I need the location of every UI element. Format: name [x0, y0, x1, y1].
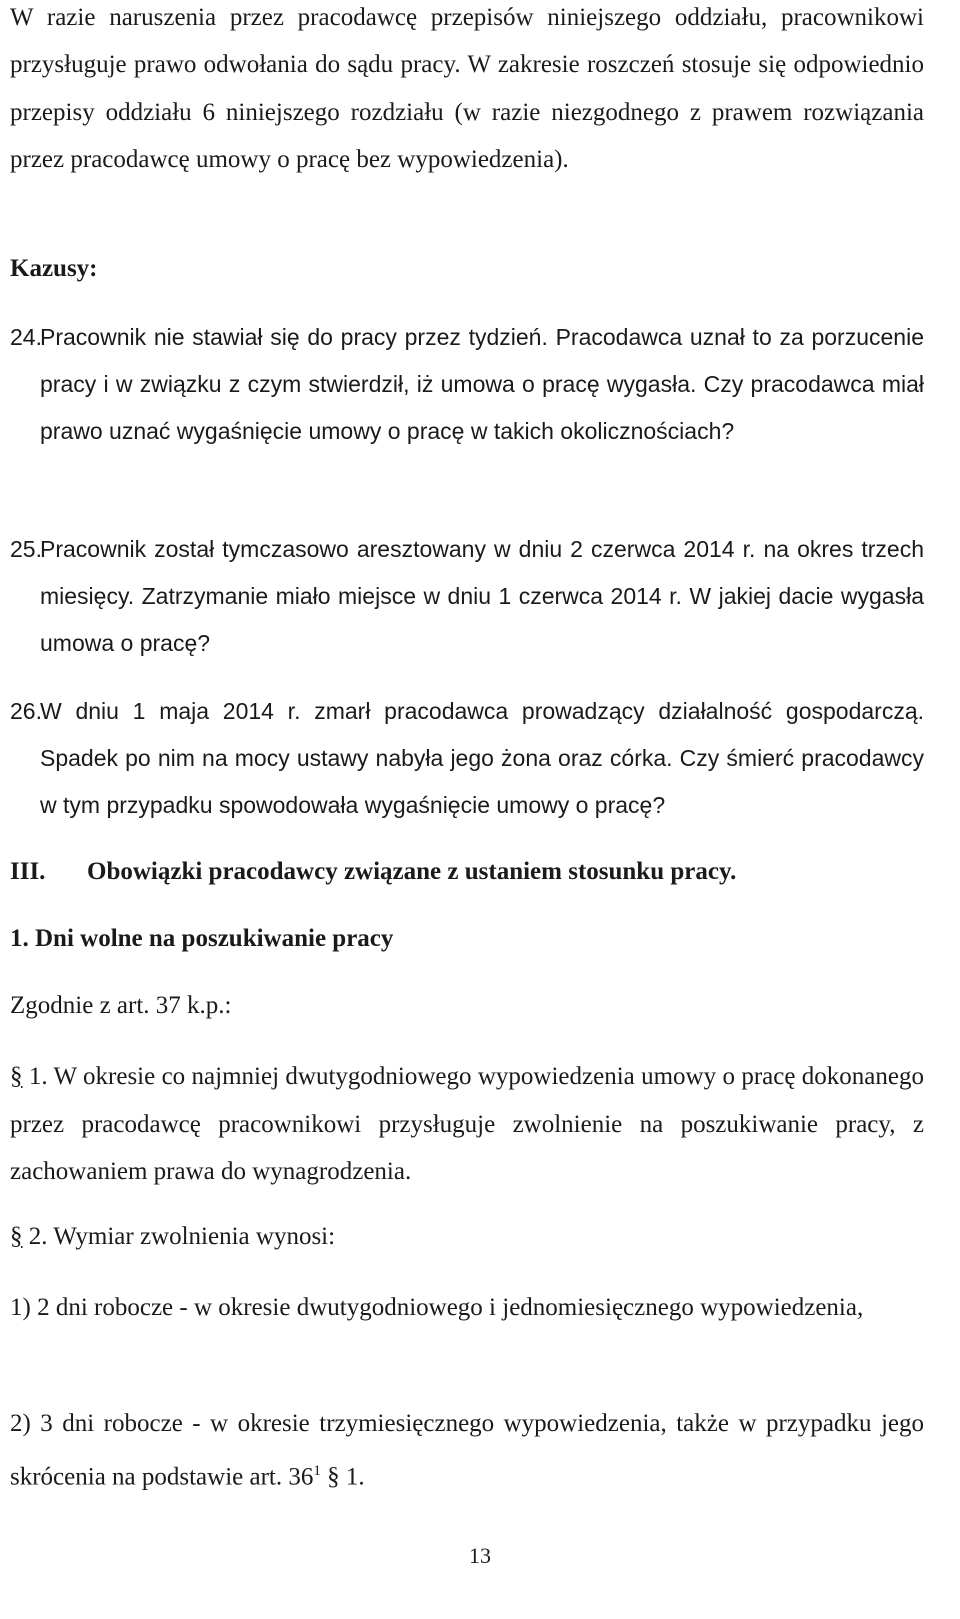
- case-text: W dniu 1 maja 2014 r. zmarł pracodawca prowadzący działalność gospodarczą. Spadek po nim na mocy ustawy nabyła jego żona oraz córka. Czy śmierć pracodawcy w tym przypadku spowodowała wygaśnięcie umowy o pracę?: [40, 698, 924, 818]
- list-item-1: 1) 2 dni robocze - w okresie dwutygodniowego i jednomiesięcznego wypowiedzenia,: [10, 1294, 864, 1321]
- list-item-2: [10, 1400, 924, 1500]
- section-title: Obowiązki pracodawcy związane z ustaniem stosunku pracy.: [87, 858, 737, 885]
- list-item-2-tail: § 1.: [320, 1462, 365, 1490]
- superscript: 1: [313, 1462, 321, 1479]
- case-25: [10, 526, 924, 667]
- section-sign: §: [10, 1223, 23, 1250]
- article-paragraph-2: [10, 1223, 335, 1251]
- subsection-heading: 1. Dni wolne na poszukiwanie pracy: [10, 925, 394, 952]
- case-24: [10, 314, 924, 455]
- article-paragraph-1: [10, 1053, 924, 1196]
- case-number: 25.: [10, 536, 42, 562]
- article-reference: Zgodnie z art. 37 k.p.:: [10, 992, 232, 1019]
- section-sign: §: [10, 1063, 23, 1090]
- intro-paragraph: W razie naruszenia przez pracodawcę przepisów niniejszego oddziału, pracownikowi przysługuje prawo odwołania do sądu pracy. W zakresie roszczeń stosuje się odpowiednio przepisy oddziału 6 niniejszego rozdziału (w razie niezgodnego z prawem rozwiązania przez pracodawcę umowy o pracę bez wypowiedzenia).: [10, 4, 924, 174]
- case-number: 24.: [10, 324, 42, 350]
- list-item-2-text: 2) 3 dni robocze - w okresie trzymiesięcznego wypowiedzenia, także w przypadku jego skrócenia na podstawie art. 36: [10, 1410, 924, 1490]
- paragraph-2-text: 2. Wymiar zwolnienia wynosi:: [22, 1223, 336, 1250]
- kazusy-heading: Kazusy:: [10, 255, 98, 282]
- page-number: 13: [469, 1543, 491, 1568]
- section-roman-numeral: III.: [10, 858, 46, 885]
- case-26: [10, 688, 924, 829]
- paragraph-1-text: 1. W okresie co najmniej dwutygodniowego wypowiedzenia umowy o pracę dokonanego przez pracodawcę pracownikowi przysługuje zwolnienie na poszukiwanie pracy, z zachowaniem prawa do wynagrodzenia.: [10, 1063, 924, 1185]
- case-text: Pracownik nie stawiał się do pracy przez tydzień. Pracodawca uznał to za porzucenie pracy i w związku z czym stwierdził, iż umowa o pracę wygasła. Czy pracodawca miał prawo uznać wygaśnięcie umowy o pracę w takich okolicznościach?: [40, 324, 924, 444]
- case-number: 26.: [10, 698, 42, 724]
- case-text: Pracownik został tymczasowo aresztowany w dniu 2 czerwca 2014 r. na okres trzech miesięcy. Zatrzymanie miało miejsce w dniu 1 czerwca 2014 r. W jakiej dacie wygasła umowa o pracę?: [40, 536, 924, 656]
